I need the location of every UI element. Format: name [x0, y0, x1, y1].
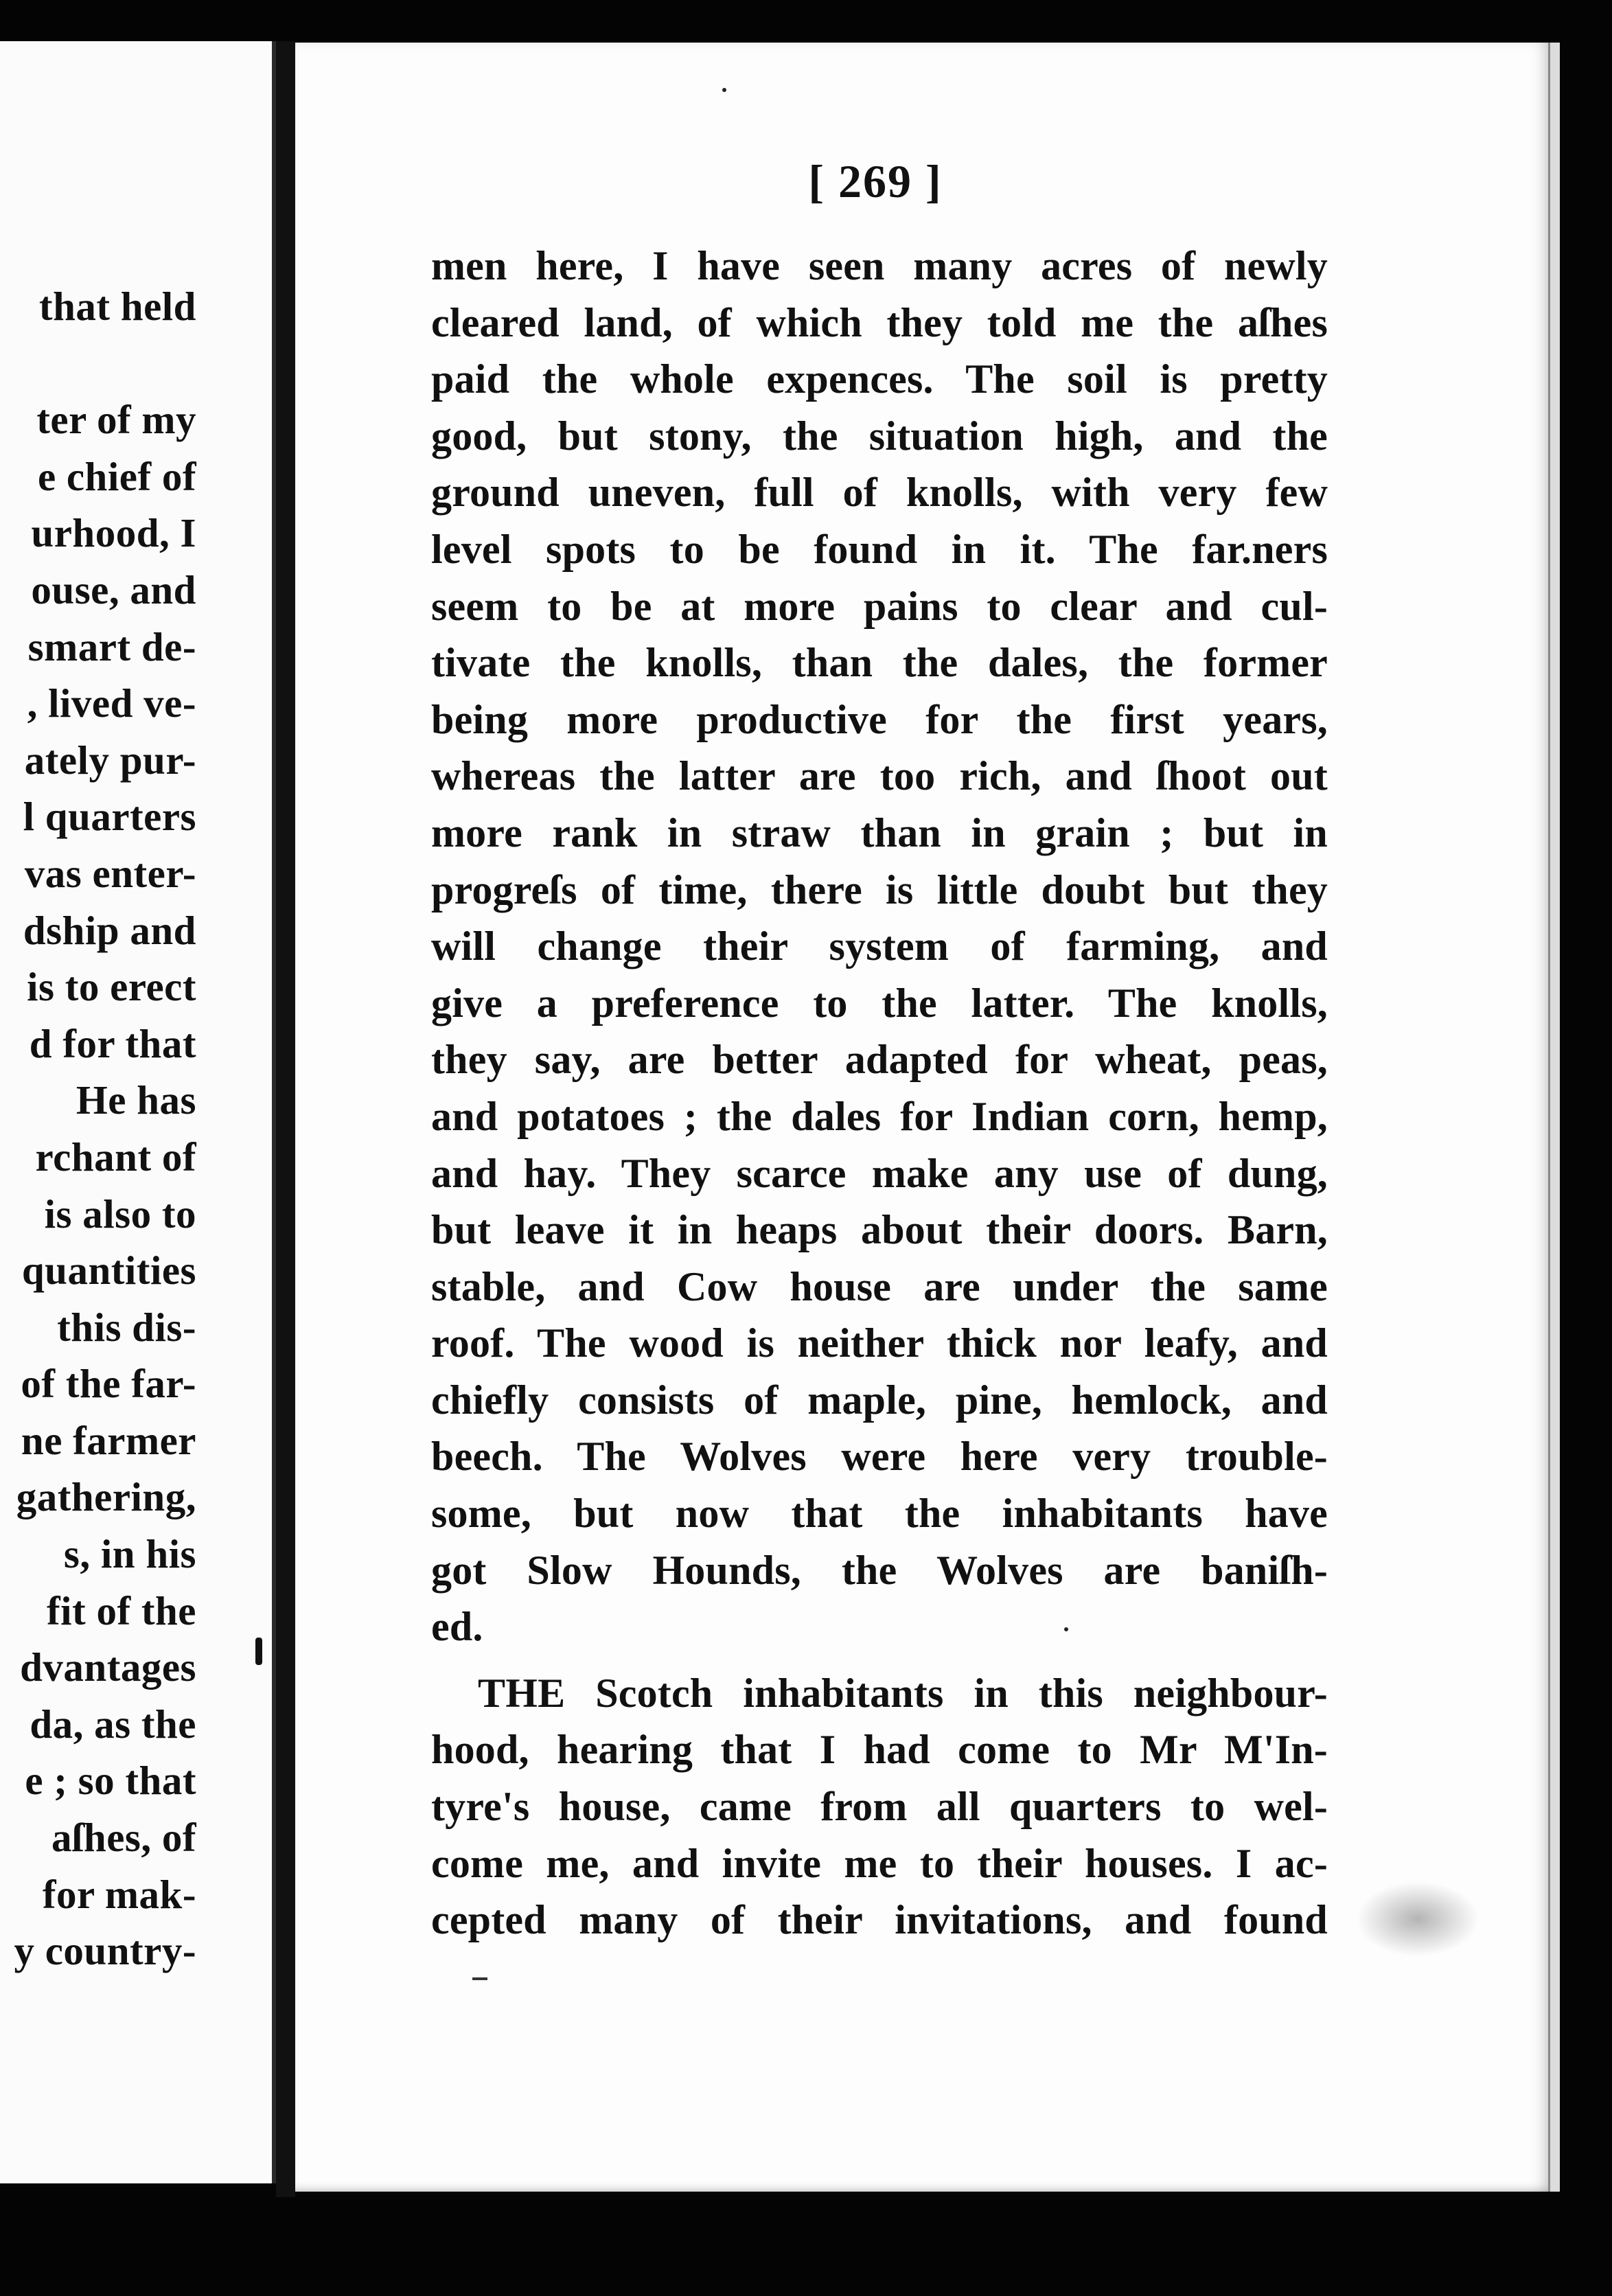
left-line: is also to: [44, 1191, 196, 1237]
text-line: progreſs of time, there is little doubt but they: [431, 866, 1328, 912]
text-line: tivate the knolls, than the dales, the former: [431, 640, 1328, 686]
text-line: cepted many of their invitations, and found: [431, 1897, 1328, 1943]
text-line: level spots to be found in it. The far.ners: [431, 526, 1328, 572]
page-body-text: [431, 238, 1328, 1949]
text-line: and potatoes ; the dales for Indian corn, hemp,: [431, 1093, 1328, 1139]
text-line: cleared land, of which they told me the aſhes: [431, 299, 1328, 345]
ink-smudge: [1356, 1881, 1479, 1957]
text-line: seem to be at more pains to clear and cul-: [431, 583, 1328, 629]
left-line: smart de-: [27, 623, 196, 669]
text-line: hood, hearing that I had come to Mr M'In-: [431, 1727, 1328, 1773]
previous-page-text: [0, 278, 196, 1979]
text-line: come me, and invite me to their houses. I ac-: [431, 1840, 1328, 1886]
left-line: for mak-: [42, 1871, 196, 1917]
text-line: tyre's house, came from all quarters to wel-: [431, 1784, 1328, 1830]
left-line: s, in his: [63, 1531, 196, 1577]
gutter-ink-mark: [255, 1638, 262, 1665]
left-line: y country-: [14, 1928, 196, 1974]
text-line: got Slow Hounds, the Wolves are baniſh-: [431, 1547, 1328, 1593]
left-line: dship and: [23, 907, 196, 953]
left-line: vas enter-: [24, 850, 196, 896]
text-line: will change their system of farming, and: [431, 923, 1328, 969]
speck: [1064, 1627, 1068, 1631]
left-line: that held: [38, 284, 196, 329]
text-line: they say, are better adapted for wheat, peas,: [431, 1037, 1328, 1083]
page-number: [ 269 ]: [808, 155, 943, 207]
left-line: e ; so that: [25, 1758, 196, 1804]
left-line: , lived ve-: [27, 680, 196, 726]
text-line: ground uneven, full of knolls, with very few: [431, 470, 1328, 516]
left-line: He has: [76, 1077, 196, 1123]
left-line: ter of my: [36, 397, 196, 443]
text-line: some, but now that the inhabitants have: [431, 1491, 1328, 1537]
text-line: paid the whole expences. The soil is pretty: [431, 356, 1328, 402]
page-edge: [1548, 43, 1560, 2192]
left-line: aſhes, of: [51, 1815, 196, 1861]
left-line: rchant of: [35, 1134, 196, 1180]
left-line: quantities: [21, 1248, 196, 1294]
text-line: chiefly consists of maple, pine, hemlock, and: [431, 1377, 1328, 1423]
text-line: being more productive for the first years,: [431, 696, 1328, 742]
left-line: gathering,: [16, 1474, 196, 1520]
text-line: stable, and Cow house are under the same: [431, 1263, 1328, 1309]
left-line: urhood, I: [31, 510, 196, 556]
left-line: da, as the: [30, 1701, 196, 1747]
left-line: fit of the: [47, 1587, 196, 1633]
left-line: ately pur-: [24, 737, 196, 783]
text-line: and hay. They scarce make any use of dung,: [431, 1150, 1328, 1196]
stray-mark: [472, 1977, 487, 1980]
left-line: is to erect: [27, 964, 196, 1010]
text-line: whereas the latter are too rich, and ſhoot out: [431, 753, 1328, 799]
left-line: d for that: [29, 1020, 196, 1066]
book-gutter: [276, 41, 295, 2197]
left-line: ouse, and: [31, 566, 196, 612]
text-line: roof. The wood is neither thick nor leafy, and: [431, 1320, 1328, 1366]
speck: [722, 88, 726, 92]
text-line: good, but stony, the situation high, and the: [431, 413, 1328, 459]
text-line: ed.: [431, 1604, 483, 1650]
left-line: [0, 335, 196, 392]
left-line: this dis-: [57, 1304, 196, 1350]
text-line: men here, I have seen many acres of newly: [431, 243, 1328, 288]
text-line: but leave it in heaps about their doors. Barn,: [431, 1207, 1328, 1253]
text-line: THE Scotch inhabitants in this neighbour-: [478, 1670, 1328, 1716]
left-line: l quarters: [23, 794, 196, 840]
text-line: give a preference to the latter. The knolls,: [431, 980, 1328, 1026]
left-line: dvantages: [20, 1644, 196, 1690]
text-line: beech. The Wolves were here very trouble-: [431, 1434, 1328, 1480]
paragraph-2: [431, 1665, 1328, 1949]
previous-page-fragment: [0, 41, 276, 2183]
left-line: of the far-: [21, 1361, 196, 1407]
paragraph-1: [431, 238, 1328, 1655]
left-line: e chief of: [37, 453, 196, 499]
left-line: ne farmer: [21, 1417, 196, 1463]
text-line: more rank in straw than in grain ; but in: [431, 810, 1328, 856]
